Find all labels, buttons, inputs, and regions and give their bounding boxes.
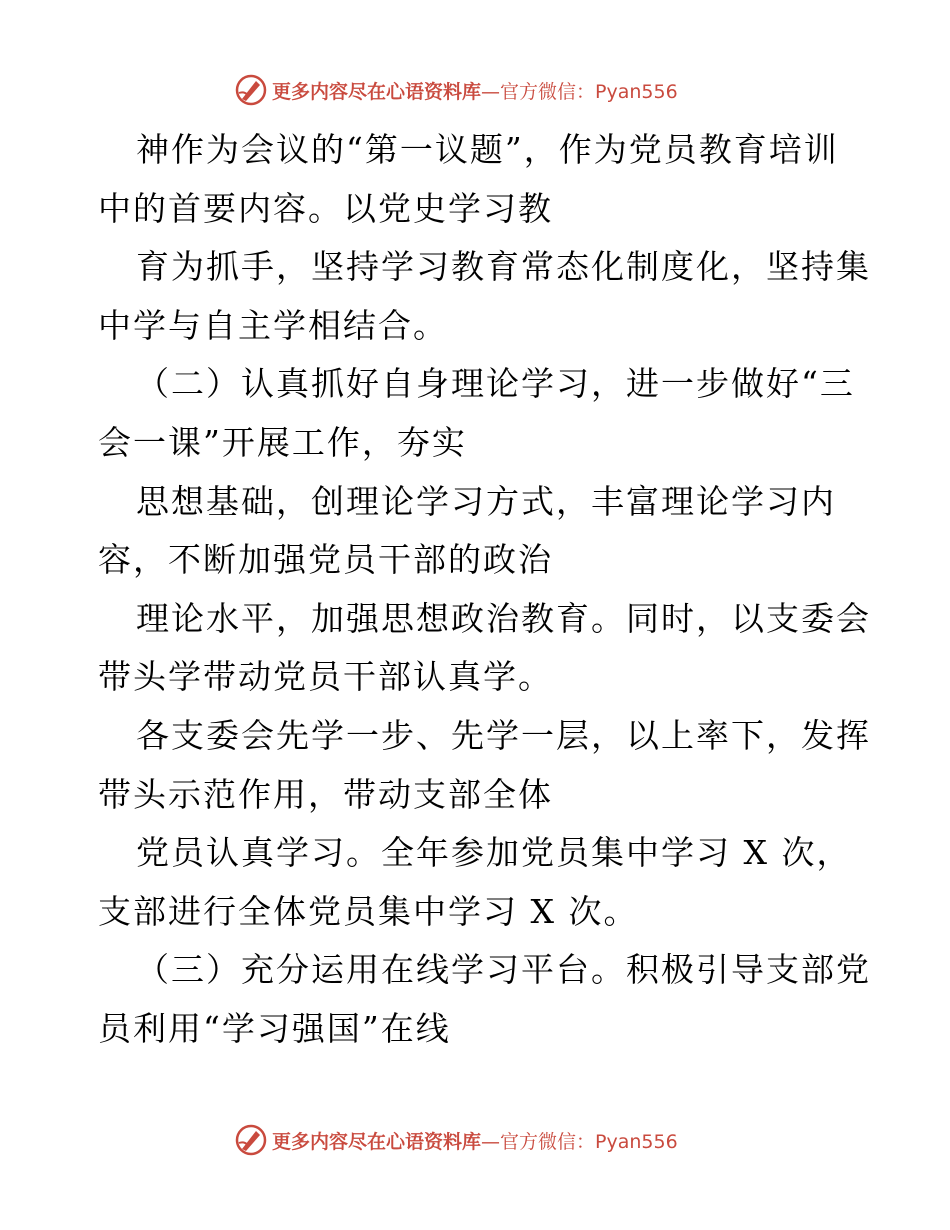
watermark-separator: — xyxy=(481,1130,501,1153)
logo-icon xyxy=(234,1123,268,1157)
watermark-wechat-id: Pyan556 xyxy=(595,80,678,103)
text-line: 中学与自主学相结合。 xyxy=(98,305,448,345)
watermark-main: 更多内容尽在心语资料库 xyxy=(272,80,482,103)
text-line: 员利用“学习强国”在线 xyxy=(98,1008,451,1048)
document-body xyxy=(98,121,871,1059)
watermark-text xyxy=(272,1127,678,1154)
text-line: 会一课”开展工作，夯实 xyxy=(98,422,467,462)
text-line: 理论水平，加强思想政治教育。同时，以支委会 xyxy=(136,598,871,638)
text-line: 容，不断加强党员干部的政治 xyxy=(98,540,553,580)
text-line: 支部进行全体党员集中学习 X 次。 xyxy=(98,891,639,931)
header-watermark-banner xyxy=(234,70,734,110)
text-line: （三）充分运用在线学习平台。积极引导支部党 xyxy=(136,950,871,990)
text-line: 神作为会议的“第一议题”，作为党员教育培训 xyxy=(136,130,839,169)
watermark-wechat-label: 官方微信： xyxy=(500,1130,596,1153)
watermark-main: 更多内容尽在心语资料库 xyxy=(272,1130,482,1153)
watermark-wechat-id: Pyan556 xyxy=(595,1130,678,1153)
text-line: 党员认真学习。全年参加党员集中学习 X 次， xyxy=(136,833,852,873)
text-line: 育为抓手，坚持学习教育常态化制度化，坚持集 xyxy=(136,247,871,287)
watermark-wechat-label: 官方微信： xyxy=(500,80,596,103)
text-line: 带头学带动党员干部认真学。 xyxy=(98,657,553,697)
text-line: 中的首要内容。以党史学习教 xyxy=(98,188,553,228)
text-line: 带头示范作用，带动支部全体 xyxy=(98,774,553,814)
watermark-separator: — xyxy=(481,80,501,103)
text-line: 思想基础，创理论学习方式，丰富理论学习内 xyxy=(136,481,836,521)
footer-watermark-banner xyxy=(234,1120,734,1160)
text-line: （二）认真抓好自身理论学习，进一步做好“三 xyxy=(136,364,855,404)
logo-icon xyxy=(234,73,268,107)
watermark-text xyxy=(272,77,678,104)
text-line: 各支委会先学一步、先学一层，以上率下，发挥 xyxy=(136,715,871,755)
